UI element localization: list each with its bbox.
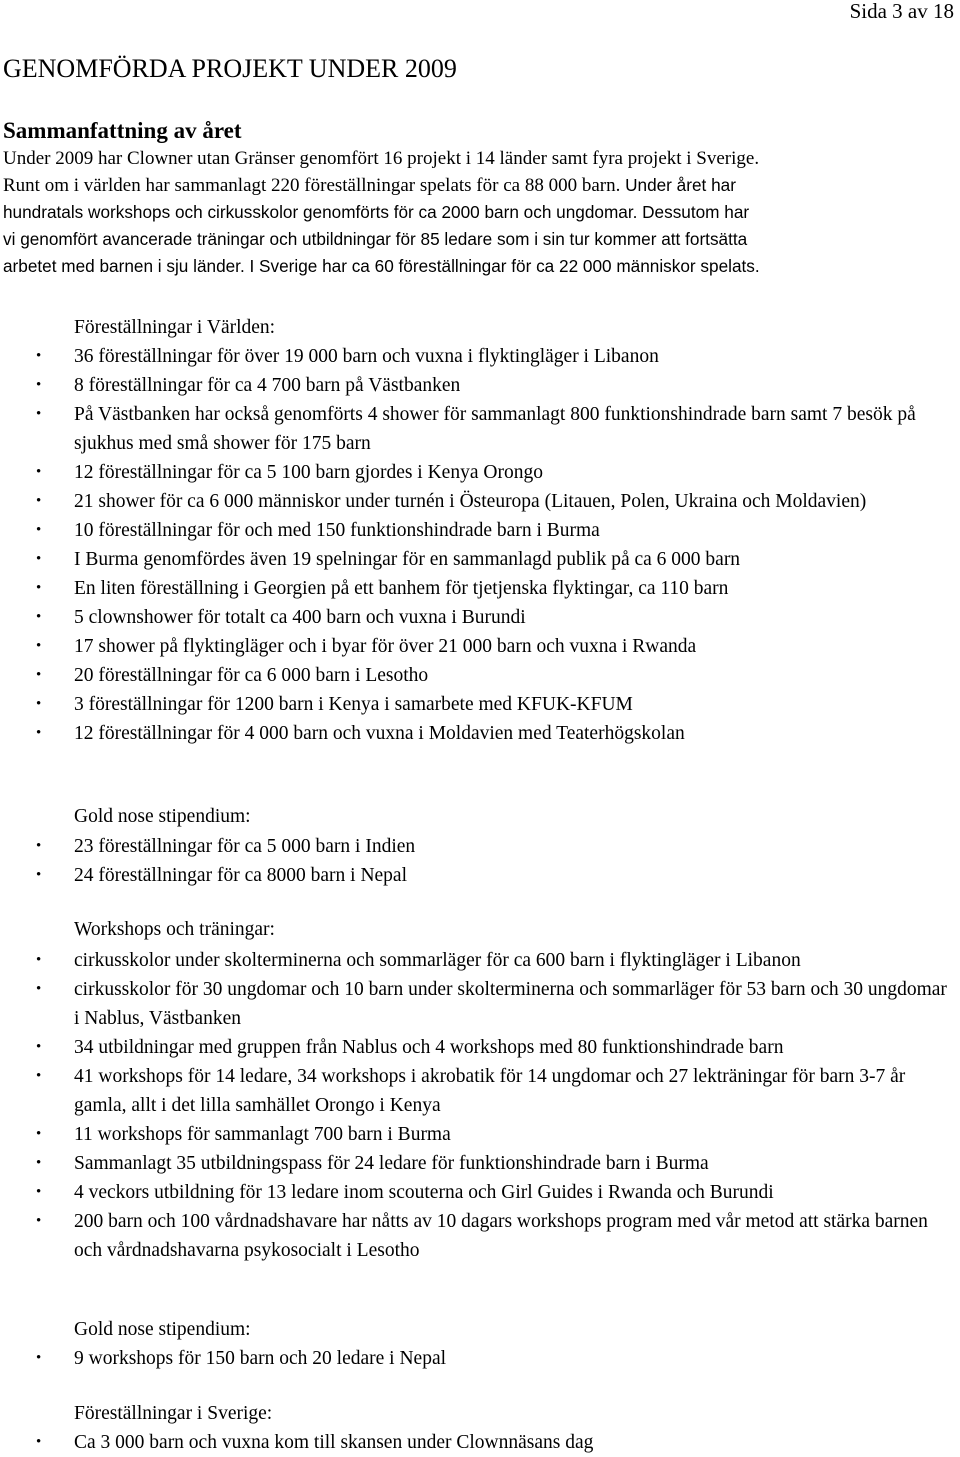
bullet-list [0, 832, 960, 890]
list-item-text: 12 föreställningar för 4 000 barn och vuxna i Moldavien med Teaterhögskolan [74, 723, 685, 744]
list-item-text: 20 föreställningar för ca 6 000 barn i Lesotho [74, 665, 429, 686]
summary-text-sans: hundratals workshops och cirkusskolor genomförts för ca 2000 barn och ungdomar. [3, 202, 638, 222]
list-item [0, 371, 960, 400]
bullet-icon: • [36, 580, 42, 596]
bullet-icon: • [36, 522, 42, 538]
summary-line [3, 226, 958, 253]
summary-text-sans: I Sverige har ca 60 föreställningar för ca 22 000 människor spelats. [249, 256, 760, 276]
bullet-icon: • [36, 377, 42, 393]
bullet-list [0, 946, 960, 1265]
list-item-text: 4 veckors utbildning för 13 ledare inom scouterna och Girl Guides i Rwanda och Burundi [74, 1182, 774, 1203]
list-item [0, 545, 960, 574]
list-item-text: 17 shower på flyktingläger och i byar för över 21 000 barn och vuxna i Rwanda [74, 636, 697, 657]
bullet-icon: • [36, 1068, 42, 1084]
list-item-text: Sammanlagt 35 utbildningspass för 24 ledare för funktionshindrade barn i Burma [74, 1153, 709, 1174]
list-item [0, 690, 960, 719]
list-item-text: 23 föreställningar för ca 5 000 barn i Indien [74, 836, 416, 857]
bullet-icon: • [36, 406, 42, 422]
list-item [0, 1149, 960, 1178]
list-item [0, 632, 960, 661]
bullet-icon: • [36, 1039, 42, 1055]
list-item [0, 603, 960, 632]
list-item [0, 1120, 960, 1149]
summary-line [3, 199, 958, 226]
list-item [0, 832, 960, 861]
list-item-text: 8 föreställningar för ca 4 700 barn på Västbanken [74, 375, 461, 396]
list-item-text: 12 föreställningar för ca 5 100 barn gjordes i Kenya Orongo [74, 462, 543, 483]
list-item-text: I Burma genomfördes även 19 spelningar för en sammanlagd publik på ca 6 000 barn [74, 549, 741, 570]
list-item [0, 861, 960, 890]
list-item-text: 9 workshops för 150 barn och 20 ledare i Nepal [74, 1348, 447, 1369]
bullet-icon: • [36, 551, 42, 567]
bullet-icon: • [36, 952, 42, 968]
summary-text-serif: Under 2009 har Clowner utan Gränser genomfört 16 projekt i 14 länder samt fyra projekt i Sverige. [3, 148, 760, 169]
list-item [0, 458, 960, 487]
bullet-icon: • [36, 348, 42, 364]
list-item [0, 400, 960, 458]
bullet-icon: • [36, 638, 42, 654]
bullet-icon: • [36, 493, 42, 509]
bullet-icon: • [36, 1350, 42, 1366]
summary-text-serif: Runt om i världen har sammanlagt 220 föreställningar spelats för ca 88 000 barn. [3, 175, 621, 196]
bullet-list [0, 342, 960, 748]
summary-text-sans: Dessutom har [642, 202, 750, 222]
list-item-text: Ca 3 000 barn och vuxna kom till skansen under Clownnäsans dag [74, 1432, 594, 1453]
list-item-text: En liten föreställning i Georgien på ett banhem för tjetjenska flyktingar, ca 110 barn [74, 578, 729, 599]
list-item [0, 1033, 960, 1062]
bullet-icon: • [36, 1434, 42, 1450]
list-item-text: 24 föreställningar för ca 8000 barn i Nepal [74, 865, 408, 886]
bullet-icon: • [36, 725, 42, 741]
bullet-icon: • [36, 609, 42, 625]
summary-heading: Sammanfattning av året [3, 118, 242, 143]
bullet-icon: • [36, 464, 42, 480]
bullet-icon: • [36, 1155, 42, 1171]
list-item-text: 5 clownshower för totalt ca 400 barn och vuxna i Burundi [74, 607, 526, 628]
list-item [0, 1344, 960, 1373]
document-title: GENOMFÖRDA PROJEKT UNDER 2009 [3, 54, 457, 83]
section-heading: Föreställningar i Världen: [74, 317, 276, 338]
section-heading: Gold nose stipendium: [74, 806, 251, 827]
list-item-text: På Västbanken har också genomförts 4 shower för sammanlagt 800 funktionshindrade barn samt 7 besök på sjukhus med små shower för 175 barn [74, 404, 916, 454]
list-item-text: cirkusskolor för 30 ungdomar och 10 barn under skolterminerna och sommarläger för 53 barn och 30 ungdomar i Nablus, Västbanken [74, 979, 947, 1029]
list-item-text: 200 barn och 100 vårdnadshavare har nåtts av 10 dagars workshops program med vår metod att stärka barnen och vårdnadshavarna psykosocialt i Lesotho [74, 1211, 928, 1261]
list-item-text: cirkusskolor under skolterminerna och sommarläger för ca 600 barn i flyktingläger i Libanon [74, 950, 801, 971]
list-item-text: 21 shower för ca 6 000 människor under turnén i Östeuropa (Litauen, Polen, Ukraina och Moldavien) [74, 491, 867, 512]
bullet-icon: • [36, 981, 42, 997]
list-item-text: 10 föreställningar för och med 150 funktionshindrade barn i Burma [74, 520, 600, 541]
list-item [0, 574, 960, 603]
list-item-text: 11 workshops för sammanlagt 700 barn i Burma [74, 1124, 451, 1145]
bullet-list [0, 1428, 960, 1457]
bullet-list [0, 1344, 960, 1373]
bullet-icon: • [36, 1213, 42, 1229]
section-heading: Workshops och träningar: [74, 919, 275, 940]
list-item [0, 1062, 960, 1120]
page-number: Sida 3 av 18 [849, 0, 954, 23]
list-item [0, 946, 960, 975]
summary-line [3, 253, 958, 280]
list-item-text: 3 föreställningar för 1200 barn i Kenya i samarbete med KFUK-KFUM [74, 694, 633, 715]
list-item [0, 661, 960, 690]
bullet-icon: • [36, 1184, 42, 1200]
section-heading: Gold nose stipendium: [74, 1319, 251, 1340]
list-item [0, 719, 960, 748]
summary-text-sans: Under året har [625, 175, 736, 195]
summary-text-sans: vi genomfört avancerade träningar och utbildningar för 85 ledare som i sin tur kommer att fortsätta [3, 229, 748, 249]
bullet-icon: • [36, 867, 42, 883]
list-item [0, 487, 960, 516]
list-item-text: 41 workshops för 14 ledare, 34 workshops i akrobatik för 14 ungdomar och 27 lekträningar för barn 3-7 år gamla, allt i det lilla samhället Orongo i Kenya [74, 1066, 906, 1116]
list-item [0, 1178, 960, 1207]
bullet-icon: • [36, 1126, 42, 1142]
summary-line [3, 145, 958, 172]
list-item-text: 34 utbildningar med gruppen från Nablus och 4 workshops med 80 funktionshindrade barn [74, 1037, 784, 1058]
bullet-icon: • [36, 696, 42, 712]
list-item-text: 36 föreställningar för över 19 000 barn och vuxna i flyktingläger i Libanon [74, 346, 659, 367]
section-heading: Föreställningar i Sverige: [74, 1403, 273, 1424]
list-item [0, 516, 960, 545]
list-item [0, 975, 960, 1033]
list-item [0, 1428, 960, 1457]
list-item [0, 342, 960, 371]
summary-line [3, 172, 958, 199]
summary-paragraph [3, 145, 958, 280]
list-item [0, 1207, 960, 1265]
bullet-icon: • [36, 838, 42, 854]
bullet-icon: • [36, 667, 42, 683]
summary-text-sans: arbetet med barnen i sju länder. [3, 256, 245, 276]
